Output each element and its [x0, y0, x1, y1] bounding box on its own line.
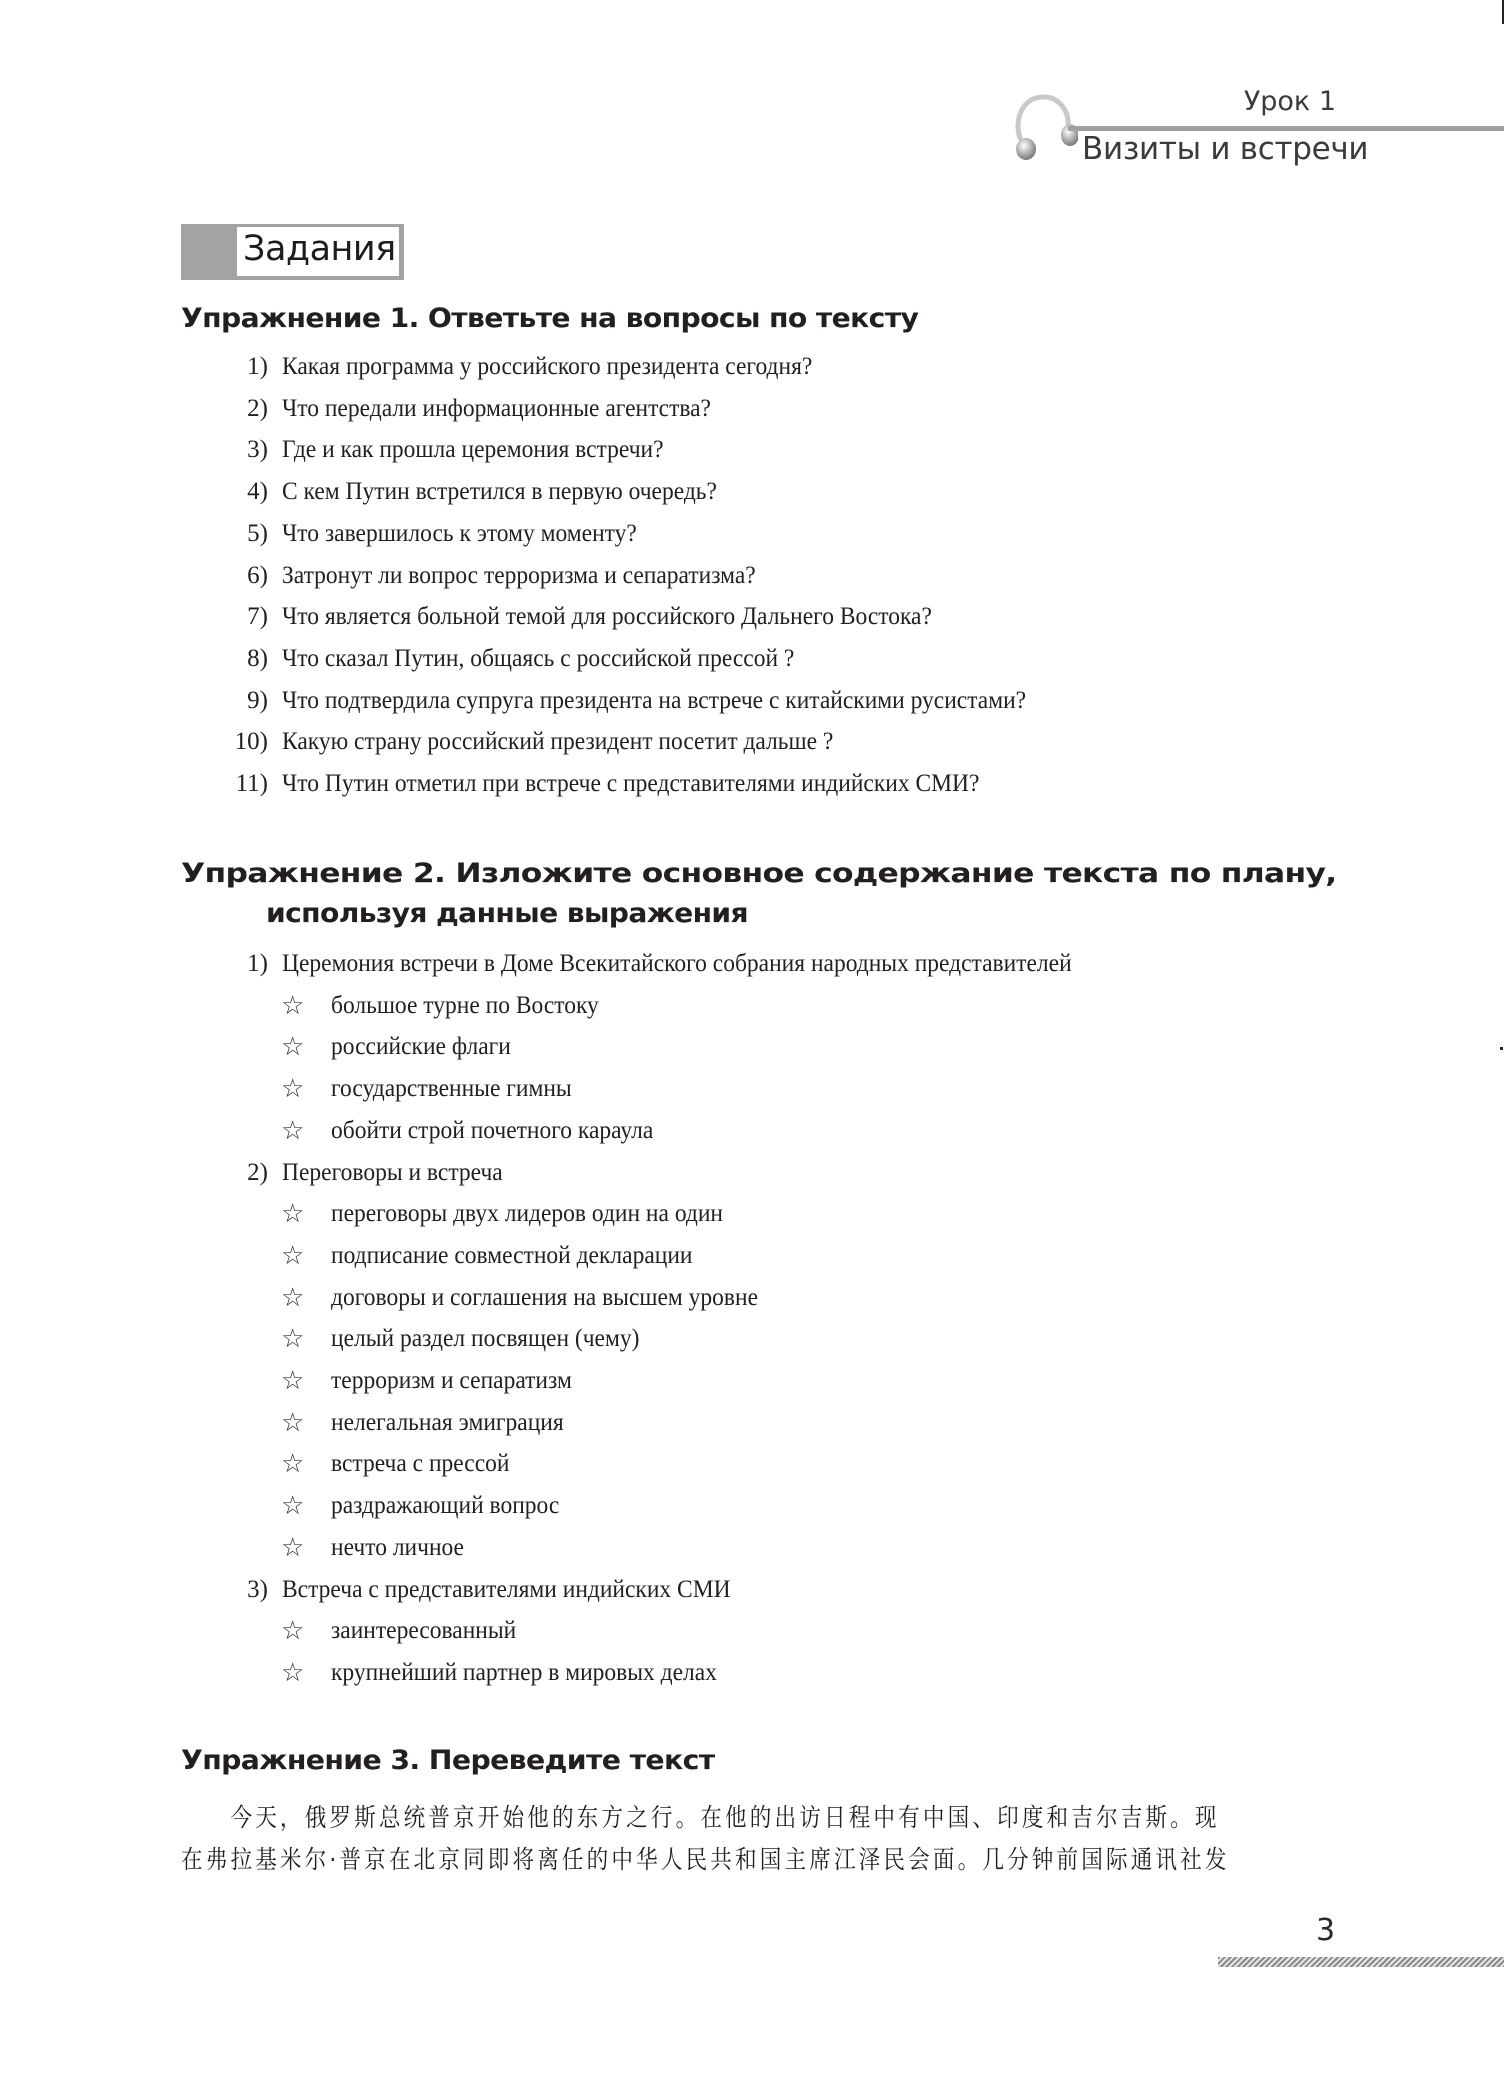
star-icon: ☆	[281, 1657, 305, 1688]
plan-expression	[0, 1534, 1504, 1574]
plan-expression	[0, 1325, 1504, 1365]
plan-point	[0, 1576, 1504, 1616]
lesson-title: Визиты и встречи	[1082, 131, 1369, 167]
lesson-number: Урок 1	[1243, 86, 1336, 117]
plan-expression-text: большое турне по Востоку	[331, 991, 599, 1019]
star-icon: ☆	[281, 1491, 305, 1522]
question-number: 7)	[247, 603, 268, 631]
tasks-heading-inner	[237, 227, 399, 276]
plan-expression	[0, 1033, 1504, 1073]
question-number: 9)	[247, 686, 268, 714]
question-item	[0, 520, 1504, 560]
question-text: Что сказал Путин, общаясь с российской прессой ?	[282, 644, 795, 672]
plan-expression-text: терроризм и сепаратизм	[331, 1367, 572, 1394]
star-icon: ☆	[281, 1074, 305, 1105]
question-text: Что подтвердила супруга президента на встрече с китайскими русистами?	[282, 686, 1027, 714]
tasks-heading-box	[181, 224, 404, 280]
question-number: 2)	[247, 394, 268, 422]
star-icon: ☆	[281, 1407, 305, 1438]
plan-expression	[0, 1617, 1504, 1657]
question-text: Что завершилось к этому моменту?	[282, 519, 637, 547]
plan-expression-text: целый раздел посвящен (чему)	[331, 1325, 640, 1353]
star-icon: ☆	[281, 1240, 305, 1271]
plan-point	[0, 1159, 1504, 1199]
plan-point-text: Встреча с представителями индийских СМИ	[282, 1575, 731, 1603]
plan-point-number: 1)	[247, 950, 268, 977]
question-number: 1)	[247, 353, 268, 380]
exercise-3-title: Упражнение 3. Переведите текст	[181, 1745, 715, 1776]
plan-expression	[0, 1284, 1504, 1324]
star-icon: ☆	[281, 1115, 305, 1146]
question-text: Где и как прошла церемония встречи?	[282, 436, 664, 464]
plan-expression	[0, 1200, 1504, 1240]
star-icon: ☆	[281, 990, 305, 1021]
question-text: С кем Путин встретился в первую очередь?	[282, 478, 717, 506]
plan-point-text: Переговоры и встреча	[282, 1158, 503, 1186]
plan-expression	[0, 1242, 1504, 1282]
question-number: 5)	[247, 519, 268, 547]
question-item	[0, 353, 1504, 393]
question-item	[0, 395, 1504, 435]
question-number: 6)	[247, 561, 268, 589]
question-item	[0, 728, 1504, 768]
question-item	[0, 603, 1504, 643]
exercise-2-title-line1: Упражнение 2. Изложите основное содержание текста по плану,	[181, 858, 1337, 889]
question-number: 4)	[247, 478, 268, 506]
plan-expression-text: обойти строй почетного караула	[331, 1116, 654, 1144]
question-number: 3)	[247, 436, 268, 464]
plan-expression	[0, 1409, 1504, 1449]
plan-expression	[0, 1450, 1504, 1490]
plan-expression-text: встреча с прессой	[331, 1450, 510, 1478]
question-item	[0, 645, 1504, 685]
exercise-2-title-line2: используя данные выражения	[266, 898, 749, 929]
question-text: Какая программа у российского президента сегодня?	[282, 353, 813, 380]
plan-expression	[0, 1117, 1504, 1157]
plan-expression	[0, 1492, 1504, 1532]
star-icon: ☆	[281, 1282, 305, 1313]
plan-expression-text: нечто личное	[331, 1533, 464, 1561]
question-text: Что передали информационные агентства?	[282, 394, 711, 422]
plan-point-text: Церемония встречи в Доме Всекитайского собрания народных представителей	[282, 950, 1072, 977]
question-text: Что Путин отметил при встрече с представителями индийских СМИ?	[282, 770, 980, 797]
star-icon: ☆	[281, 1199, 305, 1230]
question-text: Что является больной темой для российского Дальнего Востока?	[282, 603, 932, 631]
star-icon: ☆	[281, 1449, 305, 1480]
question-item	[0, 770, 1504, 810]
plan-expression-text: переговоры двух лидеров один на один	[331, 1200, 724, 1228]
plan-expression	[0, 1367, 1504, 1407]
plan-point-number: 2)	[247, 1158, 268, 1186]
plan-expression-text: договоры и соглашения на высшем уровне	[331, 1283, 759, 1311]
plan-expression	[0, 1075, 1504, 1115]
star-icon: ☆	[281, 1616, 305, 1647]
tasks-heading: Задания	[243, 229, 396, 269]
question-item	[0, 687, 1504, 727]
star-icon: ☆	[281, 1366, 305, 1396]
plan-expression-text: крупнейший партнер в мировых делах	[331, 1658, 717, 1686]
question-number: 11)	[235, 770, 268, 797]
exercise-1-title: Упражнение 1. Ответьте на вопросы по тексту	[181, 303, 919, 334]
exercise-3-text-line: 今天，俄罗斯总统普京开始他的东方之行。在他的出访日程中有中国、印度和吉尔吉斯。现	[181, 1803, 1220, 1832]
question-item	[0, 478, 1504, 518]
plan-point	[0, 950, 1504, 990]
plan-expression-text: государственные гимны	[331, 1075, 572, 1103]
plan-expression-text: заинтересованный	[331, 1617, 517, 1645]
question-item	[0, 562, 1504, 602]
plan-point-number: 3)	[247, 1575, 268, 1603]
plan-expression-text: нелегальная эмиграция	[331, 1408, 564, 1436]
plan-expression-text: российские флаги	[331, 1033, 511, 1061]
question-item	[0, 436, 1504, 476]
star-icon: ☆	[281, 1324, 305, 1355]
star-icon: ☆	[281, 1032, 305, 1063]
plan-expression	[0, 1659, 1504, 1699]
plan-expression	[0, 992, 1504, 1032]
plan-expression-text: подписание совместной декларации	[331, 1241, 693, 1269]
question-text: Какую страну российский президент посетит дальше ?	[282, 728, 834, 756]
page-number: 3	[1316, 1913, 1336, 1948]
footer-hatch-bar	[1218, 1957, 1504, 1967]
question-text: Затронут ли вопрос терроризма и сепаратизма?	[282, 561, 756, 589]
star-icon: ☆	[281, 1532, 305, 1563]
exercise-3-text-line: 在弗拉基米尔·普京在北京同即将离任的中华人民共和国主席江泽民会面。几分钟前国际通讯社发	[181, 1845, 1230, 1874]
question-number: 8)	[247, 644, 268, 672]
question-number: 10)	[234, 728, 268, 756]
plan-expression-text: раздражающий вопрос	[331, 1492, 560, 1520]
